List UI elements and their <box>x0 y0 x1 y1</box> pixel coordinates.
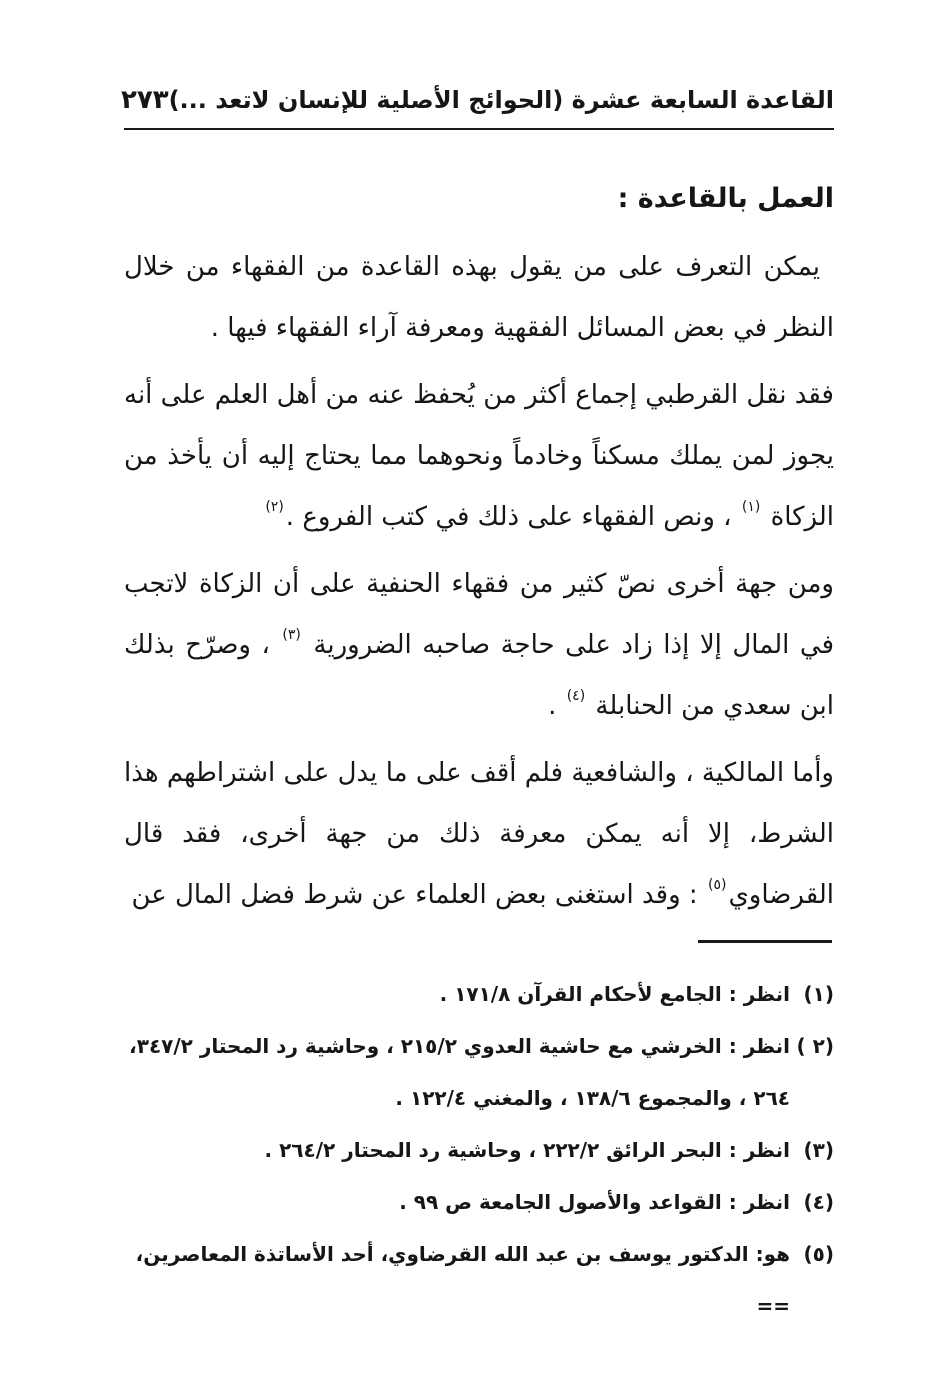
footnote-ref-5[interactable]: (٥) <box>707 877 727 893</box>
paragraph-2-text-b: ، ونص الفقهاء على ذلك في كتب الفروع . <box>285 502 732 532</box>
paragraph-2-text-a: فقد نقل القرطبي إجماع أكثر من يُحفظ عنه من أهل العلم على أنه يجوز لمن يملك مسكناً وخادماً ونحوهما مما يحتاج إليه أن يأخذ من الزكاة <box>124 380 834 532</box>
footnote-3-text: انظر : البحر الرائق ٢٢٢/٢ ، وحاشية رد المحتار ٢٦٤/٢ . <box>264 1138 790 1162</box>
header-divider <box>124 128 834 130</box>
page-number: ٢٧٣ <box>120 85 169 115</box>
footnote-3 <box>124 1124 834 1176</box>
main-text <box>124 168 834 932</box>
footnote-1-number: (١) <box>803 982 834 1006</box>
paragraph-4-text-a: وأما المالكية ، والشافعية فلم أقف على ما يدل على اشتراطهم هذا الشرط، إلا أنه يمكن معرفة ذلك من جهة أخرى، فقد قال القرضاوي <box>124 758 834 910</box>
paragraph-1 <box>124 237 834 359</box>
paragraph-3-text-b: ، وصرّح بذلك ابن سعدي من الحنابلة <box>124 630 834 721</box>
paragraph-4-text-b: : وقد استغنى بعض العلماء عن شرط فضل المال عن <box>131 880 698 910</box>
paragraph-2 <box>124 365 834 548</box>
running-header <box>120 78 834 122</box>
footnote-2-number: (٢ ) <box>796 1034 834 1058</box>
section-heading: العمل بالقاعدة : <box>617 183 834 214</box>
paragraph-3 <box>124 554 834 737</box>
footnotes <box>124 968 834 1332</box>
footnote-ref-1[interactable]: (١) <box>741 499 761 515</box>
paragraph-1-text: يمكن التعرف على من يقول بهذه القاعدة من الفقهاء من خلال النظر في بعض المسائل الفقهية ومعرفة آراء الفقهاء فيها . <box>124 252 834 343</box>
footnote-divider <box>698 940 832 943</box>
paragraph-3-text-c: . <box>548 691 557 721</box>
footnote-5-number: (٥) <box>803 1242 834 1266</box>
paragraph-4 <box>124 743 834 926</box>
footnote-2 <box>124 1020 834 1124</box>
paragraph-3-text-a: ومن جهة أخرى نصّ كثير من فقهاء الحنفية على أن الزكاة لاتجب في المال إلا إذا زاد على حاجة صاحبه الضرورية <box>124 569 835 660</box>
footnote-4 <box>124 1176 834 1228</box>
footnote-ref-2[interactable]: (٢) <box>265 499 284 515</box>
footnote-1-text: انظر : الجامع لأحكام القرآن ١٧١/٨ . <box>439 982 790 1006</box>
footnote-4-number: (٤) <box>803 1190 834 1214</box>
running-header-title: القاعدة السابعة عشرة (الحوائج الأصلية للإنسان لاتعد ...) <box>168 86 834 114</box>
footnote-2-text: انظر : الخرشي مع حاشية العدوي ٢١٥/٢ ، وحاشية رد المحتار ٣٤٧/٢، ٢٦٤ ، والمجموع ١٣٨/٦ ، والمغني ١٢٢/٤ . <box>129 1034 790 1110</box>
footnote-ref-3[interactable]: (٣) <box>282 627 301 643</box>
footnote-ref-4[interactable]: (٤) <box>566 688 586 704</box>
footnote-5 <box>124 1228 834 1332</box>
footnote-1 <box>124 968 834 1020</box>
footnote-4-text: انظر : القواعد والأصول الجامعة ص ٩٩ . <box>399 1190 790 1214</box>
footnote-5-text: هو: الدكتور يوسف بن عبد الله القرضاوي، أحد الأساتذة المعاصرين، == <box>135 1242 790 1318</box>
footnote-3-number: (٣) <box>803 1138 834 1162</box>
